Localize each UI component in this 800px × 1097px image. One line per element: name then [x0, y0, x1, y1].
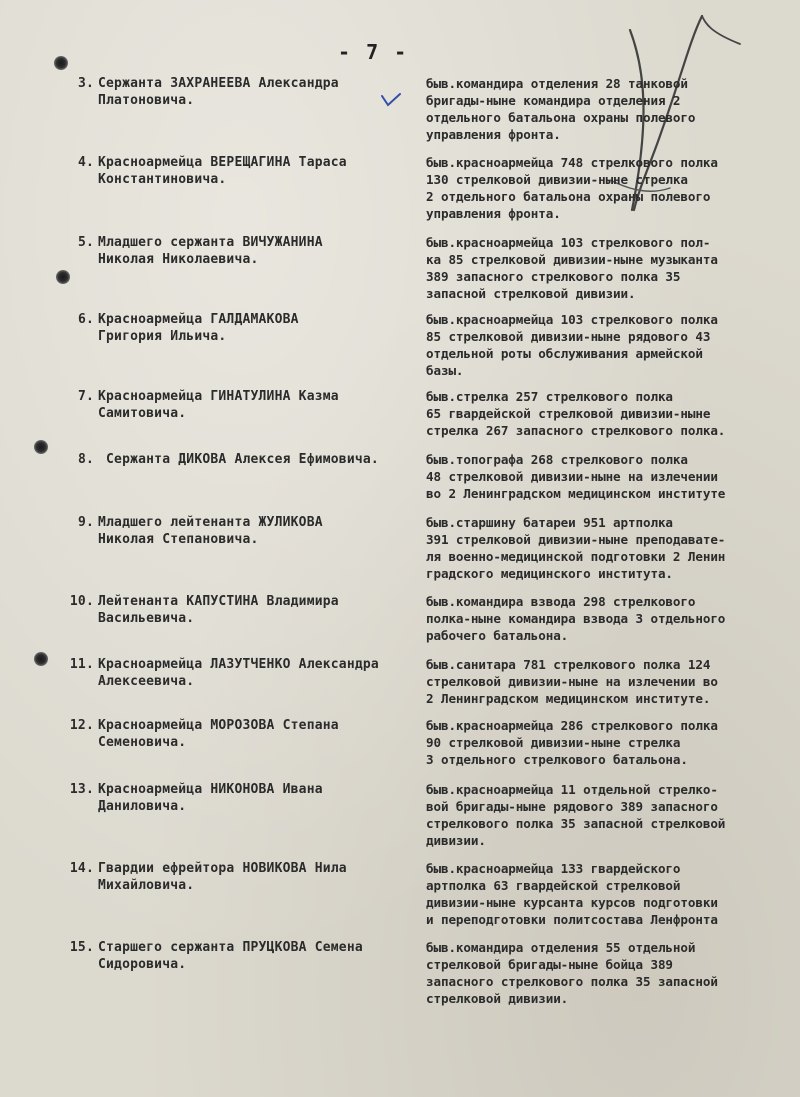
entry-number: 3.	[77, 76, 94, 91]
person-name: 12. Красноармейца МОРОЗОВА Степана Семеновича.	[60, 717, 420, 751]
person-name: 6. Красноармейца ГАЛДАМАКОВА Григория Ильича.	[60, 311, 420, 345]
entry-number: 4.	[77, 155, 94, 170]
entry-number: 13.	[69, 782, 94, 797]
service-description: быв.красноармейца 133 гвардейского артполка 63 гвардейской стрелковой дивизии-ныне курсанта курсов подготовки и переподготовки политсостава Ленфронта	[426, 861, 718, 927]
entry-number: 14.	[69, 861, 94, 876]
punch-hole	[34, 652, 48, 666]
person-name: 7. Красноармейца ГИНАТУЛИНА Казма Самитовича.	[60, 388, 420, 422]
service-description: быв.красноармейца 103 стрелкового полка 85 стрелковой дивизии-ныне рядового 43 отдельной роты обслуживания армейской базы.	[426, 312, 718, 378]
person-name: 4. Красноармейца ВЕРЕЩАГИНА Тараса Константиновича.	[60, 154, 420, 188]
service-description: быв.командира отделения 28 танковой бригады-ныне командира отделения 2 отдельного батальона охраны полевого управления фронта.	[426, 76, 696, 142]
page-number: - 7 -	[338, 40, 409, 64]
person-name: 10. Лейтенанта КАПУСТИНА Владимира Васильевича.	[60, 593, 420, 627]
person-name: 14. Гвардии ефрейтора НОВИКОВА Нила Михайловича.	[60, 860, 420, 894]
entry-number: 6.	[77, 312, 94, 327]
entry-number: 10.	[69, 594, 94, 609]
entry-number: 7.	[77, 389, 94, 404]
person-name: 11. Красноармейца ЛАЗУТЧЕНКО Александра Алексеевича.	[60, 656, 420, 690]
service-description: быв.красноармейца 11 отдельной стрелко- вой бригады-ныне рядового 389 запасного стрелкового полка 35 запасной стрелковой дивизии.	[426, 782, 726, 848]
service-description: быв.красноармейца 748 стрелкового полка 130 стрелковой дивизии-ныне стрелка 2 отдельного батальона охраны полевого управления фронта.	[426, 155, 718, 221]
entry-number: 9.	[77, 515, 94, 530]
punch-hole	[54, 56, 68, 70]
entry-number: 8.	[77, 452, 94, 467]
entry-number: 15.	[69, 940, 94, 955]
entry-number: 5.	[77, 235, 94, 250]
person-name: 9. Младшего лейтенанта ЖУЛИКОВА Николая Степановича.	[60, 514, 420, 548]
service-description: быв.командира взвода 298 стрелкового полка-ныне командира взвода 3 отдельного рабочего батальона.	[426, 594, 726, 643]
person-name: 5. Младшего сержанта ВИЧУЖАНИНА Николая Николаевича.	[60, 234, 420, 268]
service-description: быв.старшину батареи 951 артполка 391 стрелковой дивизии-ныне преподавате- ля военно-медицинской подготовки 2 Ленин градского медицинского института.	[426, 515, 726, 581]
entry-number: 11.	[69, 657, 94, 672]
person-name: 8. Сержанта ДИКОВА Алексея Ефимовича.	[60, 451, 420, 468]
service-description: быв.красноармейца 286 стрелкового полка 90 стрелковой дивизии-ныне стрелка 3 отдельного стрелкового батальона.	[426, 718, 718, 767]
entry-number: 12.	[69, 718, 94, 733]
service-description: быв.топографа 268 стрелкового полка 48 стрелковой дивизии-ныне на излечении во 2 Ленинградском медицинском институте	[426, 452, 726, 501]
punch-hole	[34, 440, 48, 454]
punch-hole	[56, 270, 70, 284]
person-name: 13. Красноармейца НИКОНОВА Ивана Даниловича.	[60, 781, 420, 815]
person-name: 3. Сержанта ЗАХРАНЕЕВА Александра Платоновича.	[60, 75, 420, 109]
service-description: быв.санитара 781 стрелкового полка 124 стрелковой дивизии-ныне на излечении во 2 Ленинградском медицинском институте.	[426, 657, 718, 706]
person-name: 15. Старшего сержанта ПРУЦКОВА Семена Сидоровича.	[60, 939, 420, 973]
service-description: быв.красноармейца 103 стрелкового пол- ка 85 стрелковой дивизии-ныне музыканта 389 запасного стрелкового полка 35 запасной стрелковой дивизии.	[426, 235, 718, 301]
service-description: быв.стрелка 257 стрелкового полка 65 гвардейской стрелковой дивизии-ныне стрелка 267 запасного стрелкового полка.	[426, 389, 726, 438]
service-description: быв.командира отделения 55 отдельной стрелковой бригады-ныне бойца 389 запасного стрелкового полка 35 запасной стрелковой дивизии.	[426, 940, 718, 1006]
